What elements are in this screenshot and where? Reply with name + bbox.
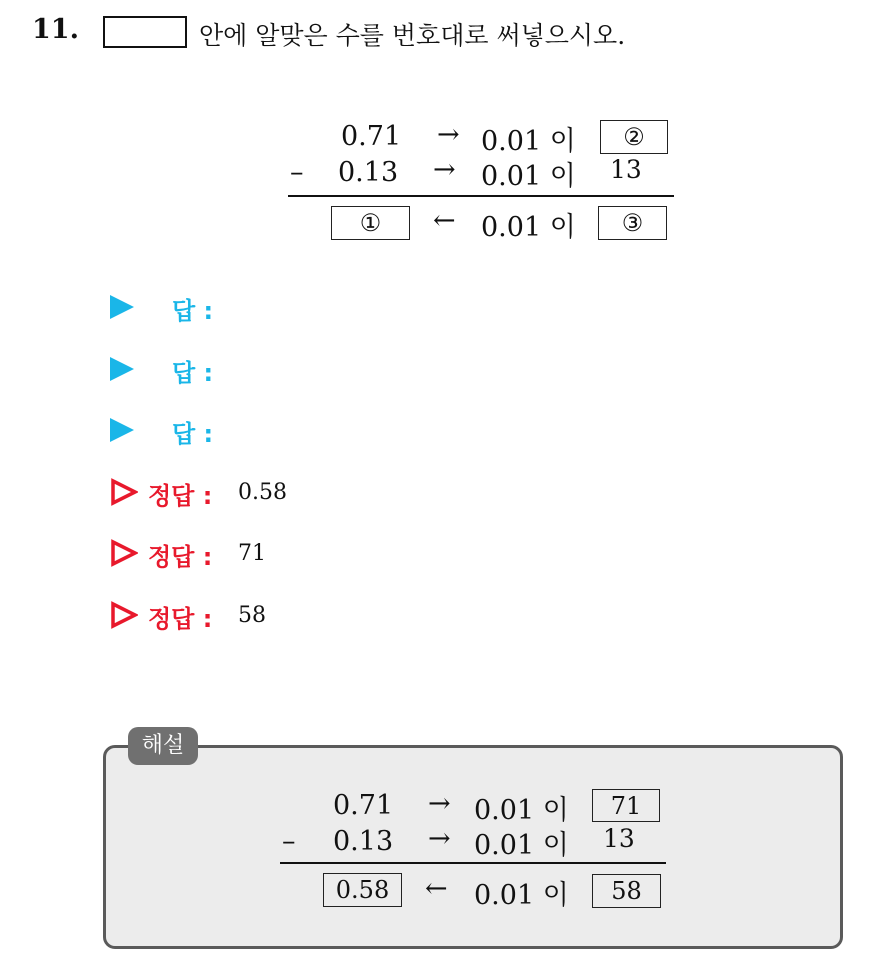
exp-row2-count: 13 [603,824,635,853]
problem-row3-arrow: ← [433,205,456,236]
problem-row1-arrow: → [437,119,460,150]
problem-row1-unit: 0.01 이 [481,126,576,157]
exp-row3-arrow: ← [425,873,448,904]
play-icon [110,418,134,442]
answer-label: 답 : [172,297,214,325]
correct-value: 71 [238,541,266,566]
exp-row2-minus: – [282,826,296,857]
play-icon [110,357,134,381]
problem-row2-arrow: → [433,154,456,185]
problem-row2-unit: 0.01 이 [481,161,576,192]
blank-box [103,16,187,48]
exp-row2-arrow: → [428,823,451,854]
problem-divider [288,195,674,197]
exp-row1-value: 0.71 [333,790,394,821]
correct-value: 58 [238,603,266,628]
outline-triangle-icon [110,601,138,629]
exp-row1-box: 71 [592,789,660,822]
answer-label: 답 : [172,420,214,448]
correct-label: 정답 : [148,605,213,633]
problem-row3-box-right: ③ [598,206,667,240]
outline-triangle-icon [110,478,138,506]
problem-row2-count: 13 [610,155,642,184]
problem-row2-minus: – [290,157,304,188]
explanation-panel [103,745,843,949]
correct-label: 정답 : [148,543,213,571]
exp-divider [280,862,666,864]
question-instruction: 안에 알맞은 수를 번호대로 써넣으시오. [199,21,626,50]
exp-row1-arrow: → [428,788,451,819]
problem-row1-value: 0.71 [341,121,402,152]
exp-row2-unit: 0.01 이 [474,830,569,861]
explanation-tab: 해설 [128,727,198,765]
outline-triangle-icon [110,539,138,567]
question-number: 11. [32,14,79,45]
problem-row3-unit: 0.01 이 [481,212,576,243]
correct-label: 정답 : [148,482,213,510]
problem-row1-box: ② [600,120,668,154]
correct-value: 0.58 [238,480,287,505]
play-icon [110,295,134,319]
exp-row1-unit: 0.01 이 [474,795,569,826]
exp-row3-box-left: 0.58 [323,873,402,907]
exp-row2-value: 0.13 [333,826,394,857]
problem-row2-value: 0.13 [338,157,399,188]
answer-label: 답 : [172,359,214,387]
problem-row3-box-left: ① [331,206,410,240]
exp-row3-unit: 0.01 이 [474,880,569,911]
exp-row3-box-right: 58 [592,874,661,908]
